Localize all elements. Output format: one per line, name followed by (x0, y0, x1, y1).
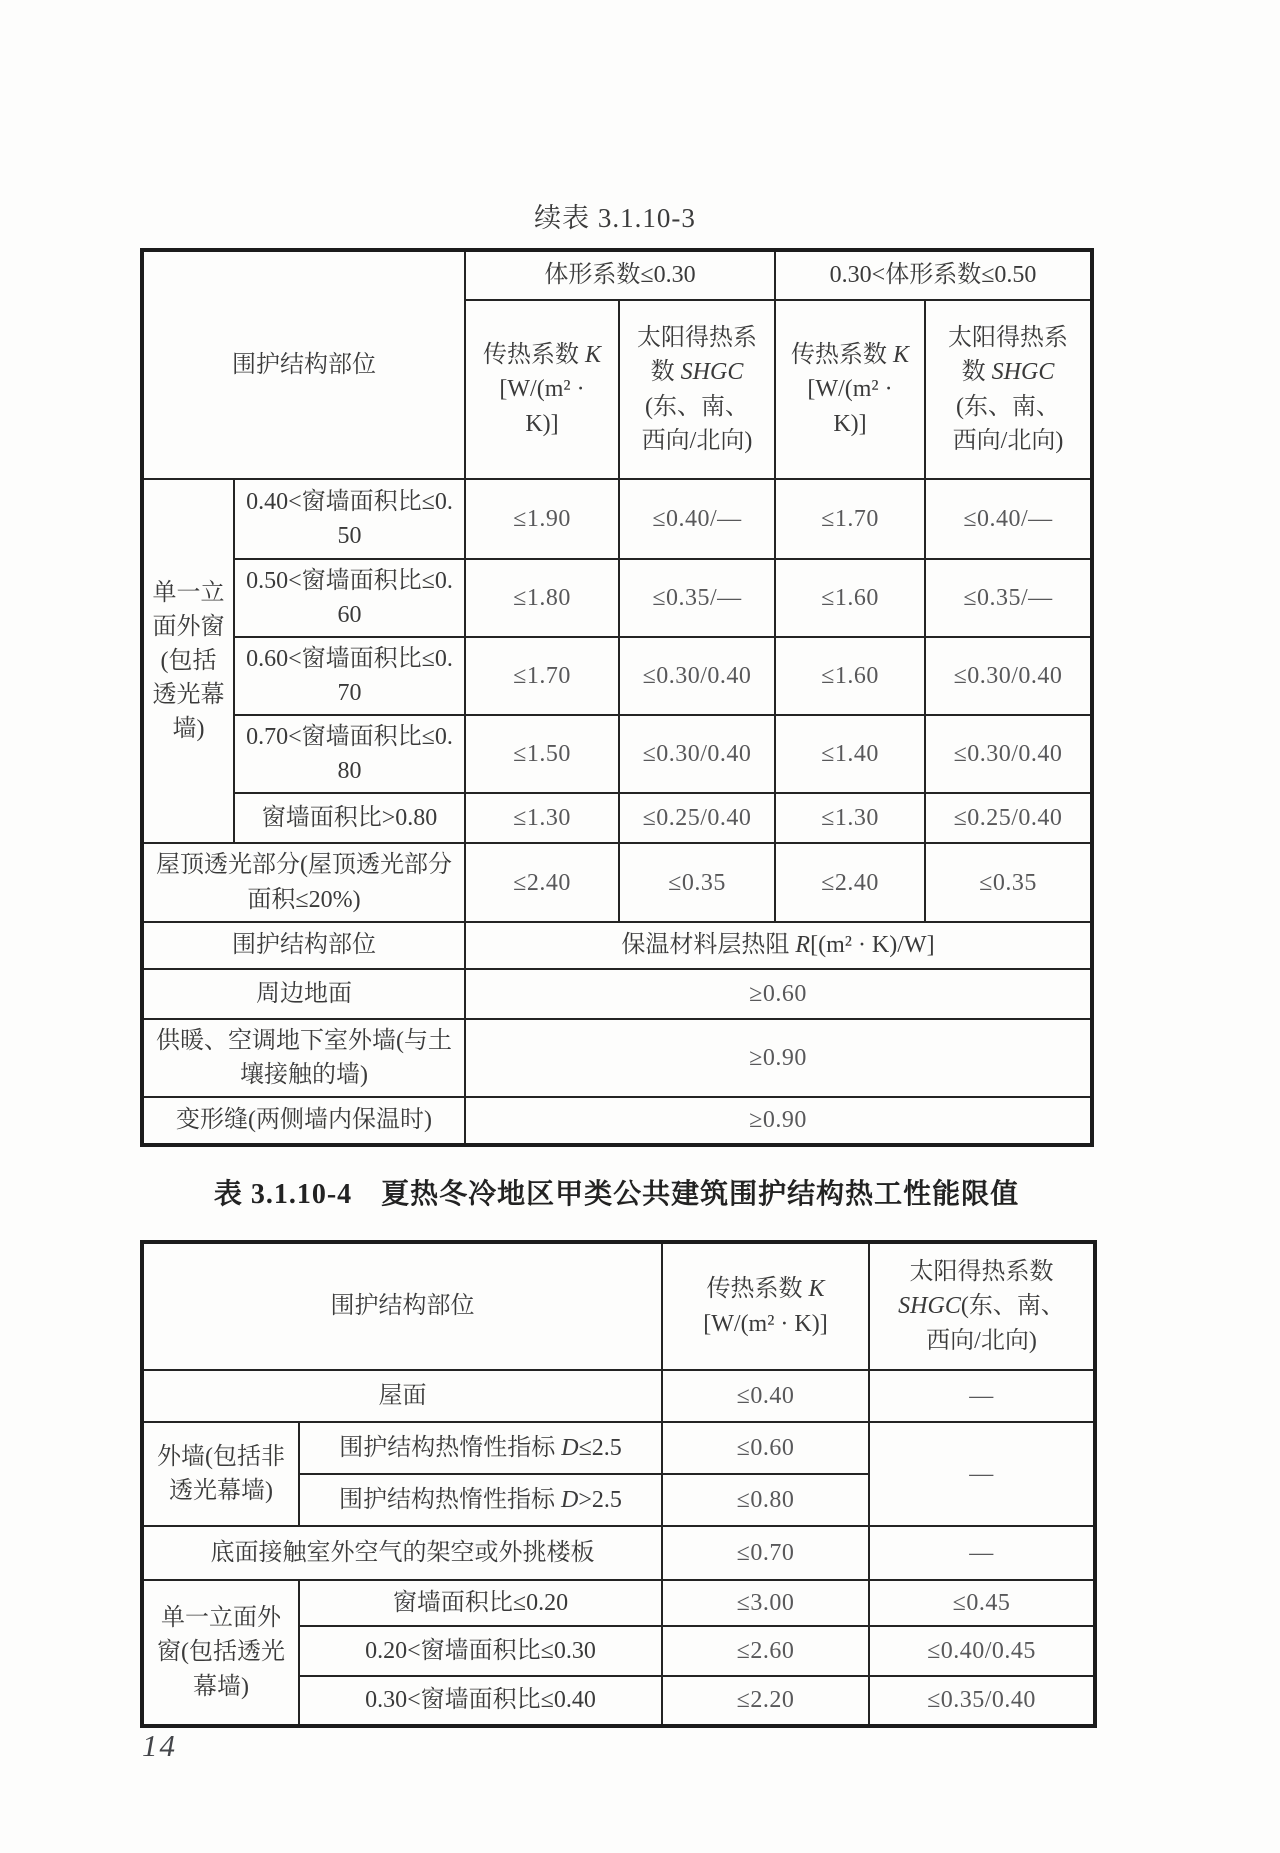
t1-joint-value: ≥0.90 (465, 1097, 1092, 1145)
t1-r-metric-header: 保温材料层热阻 R[(m² · K)/W] (465, 922, 1092, 969)
t1-w1-shgc1: ≤0.40/— (619, 479, 775, 559)
t2-window-row-1 (142, 1580, 1095, 1626)
t1-ground-value: ≥0.60 (465, 969, 1092, 1019)
page-number: 14 (142, 1728, 177, 1763)
t1-w5-label: 窗墙面积比>0.80 (234, 793, 465, 843)
t1-joint-row (142, 1097, 1092, 1145)
t1-w5-shgc2: ≤0.25/0.40 (925, 793, 1092, 843)
t2-win1-shgc: ≤0.45 (869, 1580, 1095, 1626)
t2-wall2-label: 围护结构热惰性指标 D>2.5 (299, 1474, 662, 1526)
t1-w3-k1: ≤1.70 (465, 637, 619, 715)
t2-roof-k: ≤0.40 (662, 1370, 869, 1422)
t2-win1-label: 窗墙面积比≤0.20 (299, 1580, 662, 1626)
table1-title: 续表 3.1.10-3 (534, 203, 696, 233)
t1-skylight-label: 屋顶透光部分(屋顶透光部分面积≤20%) (142, 843, 465, 921)
t1-skylight-k2: ≤2.40 (775, 843, 925, 921)
t1-g1-k-header: 传热系数 K [W/(m² · K)] (465, 300, 619, 479)
t1-w2-shgc2: ≤0.35/— (925, 559, 1092, 637)
t1-w3-k2: ≤1.60 (775, 637, 925, 715)
t1-window-group-label: 单一立面外窗(包括透光幕墙) (142, 479, 234, 843)
t1-w1-k2: ≤1.70 (775, 479, 925, 559)
t1-group1-header: 体形系数≤0.30 (465, 250, 775, 300)
t1-g1-shgc-header: 太阳得热系 数 SHGC (东、南、 西向/北向) (619, 300, 775, 479)
t1-w2-shgc1: ≤0.35/— (619, 559, 775, 637)
t2-wall2-k: ≤0.80 (662, 1474, 869, 1526)
t2-roof-row (142, 1370, 1095, 1422)
t1-window-row-1 (142, 479, 1092, 559)
t2-win2-label: 0.20<窗墙面积比≤0.30 (299, 1626, 662, 1676)
t1-w4-k1: ≤1.50 (465, 715, 619, 793)
t1-part-header: 围护结构部位 (142, 250, 465, 479)
t1-w4-shgc1: ≤0.30/0.40 (619, 715, 775, 793)
t1-joint-label: 变形缝(两侧墙内保温时) (142, 1097, 465, 1145)
t1-r-part-header: 围护结构部位 (142, 922, 465, 969)
t2-floor-row (142, 1526, 1095, 1580)
t1-w2-label: 0.50<窗墙面积比≤0.60 (234, 559, 465, 637)
t2-part-header: 围护结构部位 (142, 1242, 662, 1370)
t2-wall-row-1 (142, 1422, 1095, 1474)
t1-window-row-4 (142, 715, 1092, 793)
t2-floor-k: ≤0.70 (662, 1526, 869, 1580)
table-3-1-10-4 (140, 1240, 1097, 1728)
t2-wall1-label: 围护结构热惰性指标 D≤2.5 (299, 1422, 662, 1474)
t1-ground-row (142, 969, 1092, 1019)
t1-window-row-5 (142, 793, 1092, 843)
t2-win3-shgc: ≤0.35/0.40 (869, 1676, 1095, 1726)
t2-roof-shgc: — (869, 1370, 1095, 1422)
t2-header-row (142, 1242, 1095, 1370)
t1-w4-k2: ≤1.40 (775, 715, 925, 793)
t1-g2-shgc-header: 太阳得热系 数 SHGC (东、南、 西向/北向) (925, 300, 1092, 479)
t2-floor-shgc: — (869, 1526, 1095, 1580)
t2-window-group-label: 单一立面外窗(包括透光幕墙) (142, 1580, 299, 1726)
t2-wall1-k: ≤0.60 (662, 1422, 869, 1474)
t1-w5-k1: ≤1.30 (465, 793, 619, 843)
t1-w5-k2: ≤1.30 (775, 793, 925, 843)
t1-ground-label: 周边地面 (142, 969, 465, 1019)
t1-w4-label: 0.70<窗墙面积比≤0.80 (234, 715, 465, 793)
t1-skylight-row (142, 843, 1092, 921)
t2-win3-k: ≤2.20 (662, 1676, 869, 1726)
t2-wall-shgc: — (869, 1422, 1095, 1526)
t2-roof-label: 屋面 (142, 1370, 662, 1422)
table2-title: 表 3.1.10-4 夏热冬冷地区甲类公共建筑围护结构热工性能限值 (213, 1179, 1020, 1210)
t1-header-row-groups (142, 250, 1092, 300)
t1-skylight-shgc1: ≤0.35 (619, 843, 775, 921)
t2-floor-label: 底面接触室外空气的架空或外挑楼板 (142, 1526, 662, 1580)
t1-w2-k2: ≤1.60 (775, 559, 925, 637)
t1-window-row-2 (142, 559, 1092, 637)
t1-w1-shgc2: ≤0.40/— (925, 479, 1092, 559)
t1-w3-shgc1: ≤0.30/0.40 (619, 637, 775, 715)
t1-basement-value: ≥0.90 (465, 1019, 1092, 1097)
t1-basement-row (142, 1019, 1092, 1097)
t1-r-header-row (142, 922, 1092, 969)
t1-w1-k1: ≤1.90 (465, 479, 619, 559)
t2-k-header: 传热系数 K [W/(m² · K)] (662, 1242, 869, 1370)
t2-win2-shgc: ≤0.40/0.45 (869, 1626, 1095, 1676)
t1-w3-label: 0.60<窗墙面积比≤0.70 (234, 637, 465, 715)
t1-skylight-shgc2: ≤0.35 (925, 843, 1092, 921)
t1-g2-k-header: 传热系数 K [W/(m² · K)] (775, 300, 925, 479)
t1-basement-label: 供暖、空调地下室外墙(与土壤接触的墙) (142, 1019, 465, 1097)
t2-wall-group-label: 外墙(包括非透光幕墙) (142, 1422, 299, 1526)
t1-w2-k1: ≤1.80 (465, 559, 619, 637)
t1-w4-shgc2: ≤0.30/0.40 (925, 715, 1092, 793)
t1-w5-shgc1: ≤0.25/0.40 (619, 793, 775, 843)
t1-w3-shgc2: ≤0.30/0.40 (925, 637, 1092, 715)
t1-window-row-3 (142, 637, 1092, 715)
table-3-1-10-3-continued (140, 248, 1094, 1147)
t2-win3-label: 0.30<窗墙面积比≤0.40 (299, 1676, 662, 1726)
t1-group2-header: 0.30<体形系数≤0.50 (775, 250, 1092, 300)
t1-w1-label: 0.40<窗墙面积比≤0.50 (234, 479, 465, 559)
t2-win2-k: ≤2.60 (662, 1626, 869, 1676)
t2-win1-k: ≤3.00 (662, 1580, 869, 1626)
t2-shgc-header: 太阳得热系数 SHGC(东、南、 西向/北向) (869, 1242, 1095, 1370)
t1-skylight-k1: ≤2.40 (465, 843, 619, 921)
